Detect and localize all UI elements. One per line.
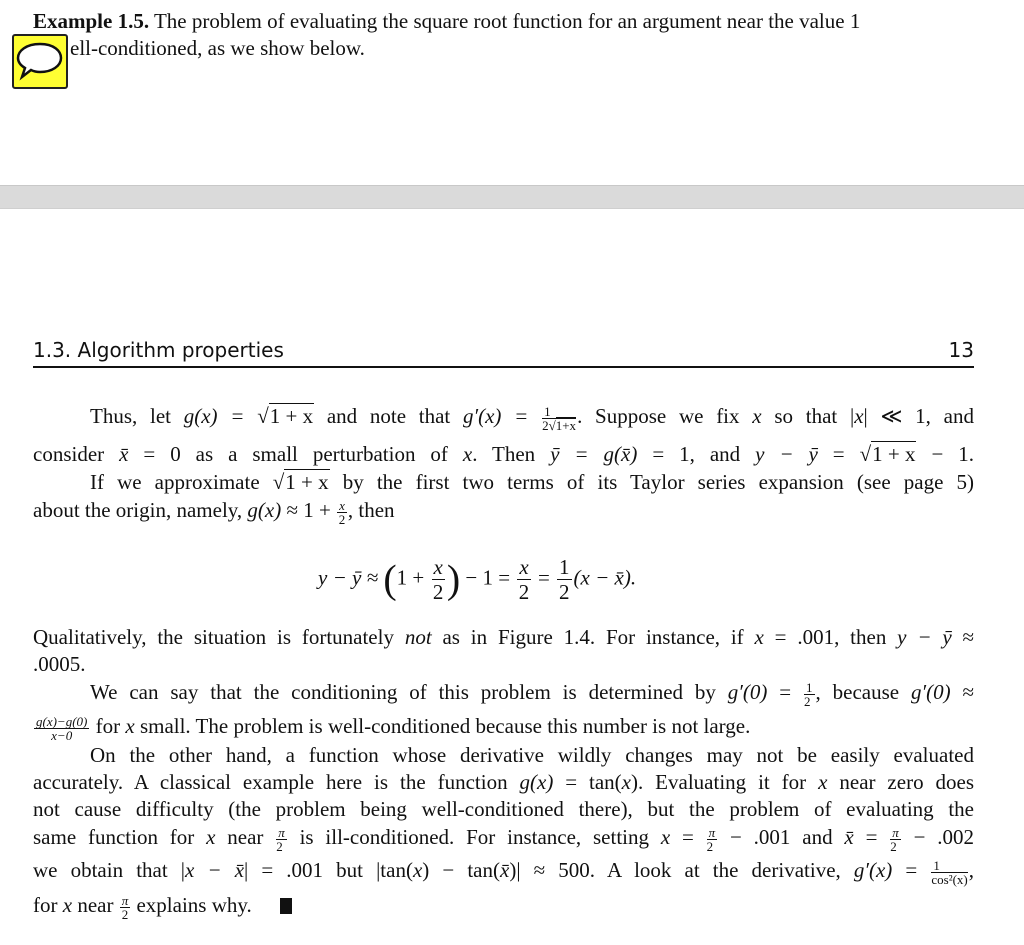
page-number: 13 — [948, 338, 974, 362]
fraction — [432, 555, 445, 604]
text-segment: | ≪ 1, and — [863, 404, 974, 428]
text-segment: − .002 — [901, 825, 975, 849]
text-segment: . Then — [472, 442, 551, 466]
text-segment: small. The problem is well-conditioned because this number is not large. — [134, 714, 751, 738]
text-segment: 1 + — [396, 565, 430, 590]
text-segment: so that | — [761, 404, 855, 428]
text-line — [33, 713, 974, 742]
text-line — [33, 824, 974, 853]
text-segment: x̄ — [500, 858, 510, 882]
text-line — [33, 769, 974, 795]
text-segment: x — [206, 825, 216, 849]
fraction — [931, 859, 967, 886]
fraction — [276, 826, 287, 853]
text-segment: g(x) = — [183, 404, 258, 428]
text-segment: 1 — [931, 859, 967, 873]
text-segment: cos²(x) — [931, 871, 968, 887]
text-segment: 2 — [706, 838, 714, 854]
text-segment: . Suppose we fix — [577, 404, 753, 428]
square-root — [269, 403, 314, 429]
text-segment: y − ȳ ≈ — [318, 565, 384, 590]
text-segment: is ill-conditioned. For instance, setting — [287, 825, 661, 849]
fraction — [804, 681, 815, 708]
text-segment: 1 — [559, 555, 570, 579]
text-segment: 1 — [542, 405, 576, 419]
text-line: consider x̄ = 0 as a small perturbation of x. Then ȳ = g(x̄) = 1, and y − ȳ = √1 + x − 1. — [33, 442, 974, 466]
text-segment: π — [892, 824, 899, 840]
text-segment: − 1. — [916, 442, 974, 466]
text-segment: g(x)−g(0) — [36, 713, 88, 729]
text-line: not cause difficulty (the problem being well-conditioned there), but the problem of evaluating the — [33, 797, 974, 821]
math-part — [18, 44, 61, 77]
text-segment: for — [33, 893, 63, 917]
text-segment: = — [892, 858, 931, 882]
fraction — [542, 405, 576, 432]
text-segment: x — [462, 442, 473, 466]
text-line — [33, 624, 974, 650]
text-segment: = — [670, 825, 706, 849]
text-segment: x — [433, 555, 443, 579]
text-segment: x — [339, 497, 345, 513]
text-segment: x — [754, 625, 764, 649]
text-segment: π — [708, 824, 716, 840]
text-segment: π — [121, 892, 129, 908]
text-segment: = .001, then — [763, 625, 898, 649]
text-segment: 1 + x — [269, 404, 314, 428]
text-line: Thus, let g(x) = √1 + x and note that g′(x) = $\frac{1}{2√1+x}$ . Suppose we fix x so that |x| ≪ 1, and — [90, 403, 974, 433]
text-line: If we approximate √1 + x by the first two terms of its Taylor series expansion (see page 5) — [90, 470, 974, 494]
text-segment: ≈ — [951, 625, 975, 649]
text-segment: Qualitatively, the situation is fortunately — [33, 625, 405, 649]
text-segment: x — [752, 404, 762, 428]
fraction — [34, 715, 89, 742]
fraction — [707, 826, 718, 853]
text-segment: explains why. — [131, 893, 252, 917]
fraction — [120, 894, 131, 921]
text-segment: − .001 and — [718, 825, 845, 849]
text-segment: ȳ = g(x̄) — [550, 442, 638, 466]
text-segment: | = .001 but |tan( — [244, 858, 413, 882]
math-part: ) — [446, 556, 461, 602]
text-segment: 2 — [432, 580, 444, 604]
text-segment: g(x) — [247, 498, 282, 522]
text-segment: g′(0) — [727, 680, 768, 704]
text-segment: ) − tan( — [422, 858, 500, 882]
text-segment: not — [404, 625, 432, 649]
text-line — [33, 892, 974, 921]
text-segment: and note that — [314, 404, 464, 428]
text-line: On the other hand, a function whose derivative wildly changes may not be easily evaluated — [90, 743, 974, 767]
example-line-2: ell-conditioned, as we show below. — [70, 36, 365, 60]
text-segment: consider — [33, 442, 120, 466]
example-line-1 — [33, 8, 974, 34]
text-segment: x — [519, 555, 529, 579]
annotation-note-button[interactable] — [12, 34, 68, 89]
text-segment: 1+x — [555, 417, 577, 433]
text-segment: , because — [815, 680, 911, 704]
text-segment: same function for — [33, 825, 207, 849]
text-segment: We can say that the conditioning of this problem is determined by — [90, 680, 728, 704]
text-segment: g′(x) = — [463, 404, 542, 428]
text-segment: 2 — [890, 838, 897, 854]
text-segment: = tan( — [553, 770, 622, 794]
square-root — [284, 469, 329, 495]
text-segment: near — [72, 893, 119, 917]
text-segment: 2 — [276, 838, 283, 854]
text-segment: , then — [347, 498, 395, 522]
text-line: .0005. — [33, 652, 86, 676]
text-segment: = 0 as a small perturbation of — [128, 442, 463, 466]
end-of-proof-icon — [280, 898, 292, 914]
text-segment: x — [62, 893, 73, 917]
text-segment: we obtain that | — [33, 858, 185, 882]
text-line — [33, 497, 974, 526]
math-part: ( — [383, 556, 397, 602]
section-title: 1.3. Algorithm properties — [33, 338, 284, 362]
text-segment: x−0 — [51, 727, 73, 743]
text-segment: x − x̄ — [185, 858, 245, 882]
text-segment: ≈ — [950, 680, 975, 704]
fraction — [890, 826, 901, 853]
text-segment: (x − x̄). — [573, 565, 637, 590]
text-segment: g′(0) — [911, 680, 951, 704]
text-segment: by the first two terms of its Taylor series expansion (see page 5) — [329, 470, 974, 494]
text-segment: 1 — [806, 679, 813, 695]
text-segment: = — [853, 825, 890, 849]
text-segment: x — [660, 825, 671, 849]
text-segment: near zero does — [827, 770, 974, 794]
text-segment: , — [968, 858, 974, 882]
text-segment: x̄ — [844, 825, 854, 849]
fraction — [517, 555, 530, 604]
text-segment: 1 + x — [872, 442, 916, 466]
text-segment: = — [767, 680, 804, 704]
running-header — [33, 338, 974, 368]
math-part: 2√1+x — [542, 417, 577, 433]
text-line — [33, 679, 974, 708]
text-segment: 1 + x — [285, 470, 329, 494]
text-segment: 2 — [121, 906, 129, 922]
text-segment: x — [125, 714, 135, 738]
text-segment: Thus, let — [90, 404, 184, 428]
text-segment: y − ȳ — [755, 442, 818, 466]
example-label: Example 1.5. — [33, 9, 150, 33]
text-segment: about the origin, namely, — [33, 498, 248, 522]
text-segment: x̄ — [119, 442, 129, 466]
text-segment: x — [412, 858, 423, 882]
text-segment: as in Figure 1.4. For instance, if — [431, 625, 755, 649]
text-segment: = — [532, 565, 556, 590]
text-segment: 2 — [804, 693, 811, 709]
text-segment: ≈ 1 + — [281, 498, 337, 522]
text-segment: x — [854, 404, 864, 428]
text-line — [33, 857, 974, 886]
text-segment: π — [278, 824, 285, 840]
fraction — [557, 555, 572, 604]
text-segment: 2 — [542, 417, 549, 433]
text-segment: x — [818, 770, 828, 794]
text-segment: for — [90, 714, 126, 738]
text-segment: = — [817, 442, 860, 466]
text-segment: accurately. A classical example here is the function — [33, 770, 520, 794]
text: The problem of evaluating the square root function for an argument near the value 1 — [149, 9, 861, 33]
text-segment: = 1, and — [637, 442, 756, 466]
text-segment: g(x) — [519, 770, 554, 794]
text-segment: y − ȳ — [897, 625, 952, 649]
text-segment: 2 — [559, 580, 570, 604]
text-segment: If we approximate — [90, 470, 273, 494]
text-segment: )| ≈ 500. A look at the derivative, — [509, 858, 854, 882]
text-segment: g′(x) — [853, 858, 893, 882]
text-segment: 2 — [518, 580, 530, 604]
fraction — [337, 499, 347, 526]
text-segment: near — [215, 825, 276, 849]
page-separator — [0, 185, 1024, 209]
display-equation — [318, 555, 636, 604]
text-segment: ). Evaluating it for — [631, 770, 819, 794]
text-segment: x — [621, 770, 631, 794]
square-root — [871, 441, 916, 467]
text-segment: − 1 = — [460, 565, 516, 590]
speech-bubble-note-icon — [14, 36, 66, 87]
text-segment: 2 — [338, 511, 346, 527]
